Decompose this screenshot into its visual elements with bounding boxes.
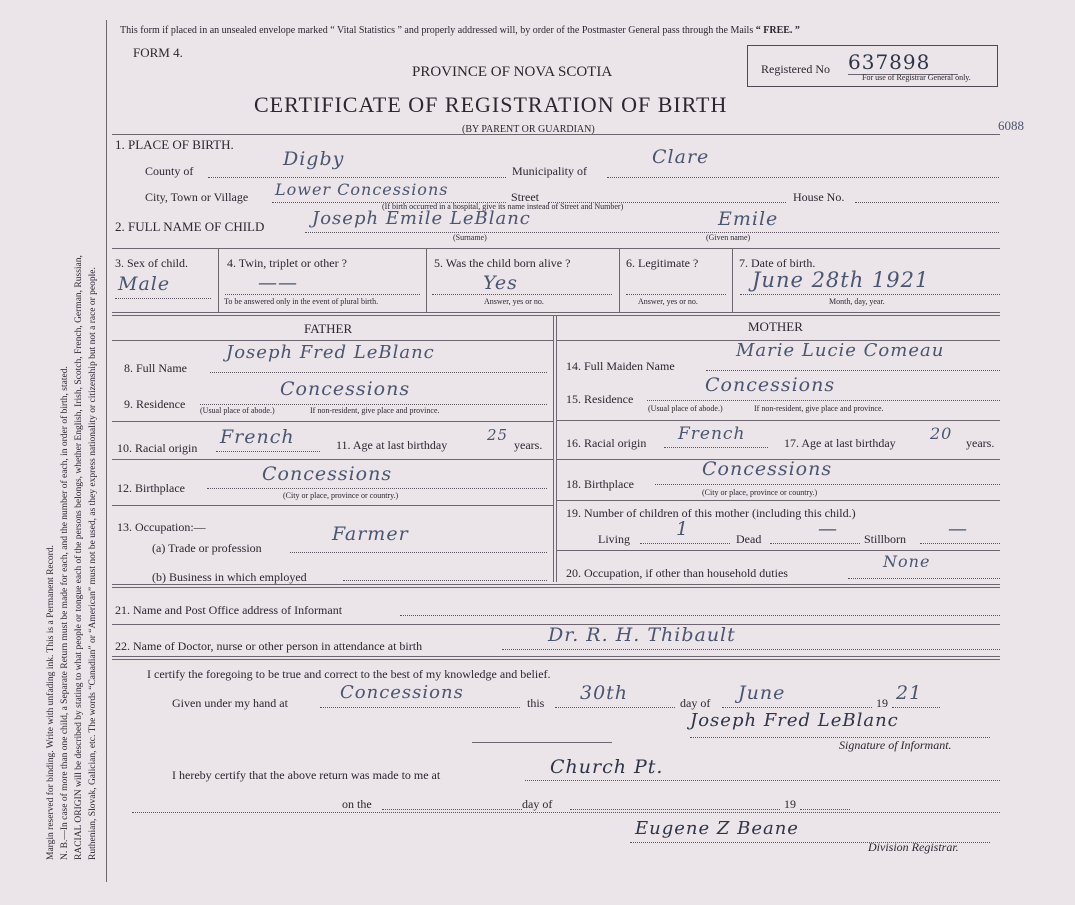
father-age-label: 11. Age at last birthday [336, 438, 448, 452]
county-label: County of [145, 164, 194, 178]
mother-age-value: 20 [930, 424, 953, 443]
legitimate-label: 6. Legitimate ? [626, 256, 699, 270]
mother-occupation-value: None [883, 552, 931, 571]
mother-name-label: 14. Full Maiden Name [566, 359, 675, 373]
informant-caption: Signature of Informant. [839, 738, 952, 752]
dead-value: — [818, 518, 838, 540]
surname-caption: (Surname) [453, 233, 487, 242]
stillborn-label: Stillborn [864, 532, 907, 546]
father-birthplace-note: (City or place, province or country.) [283, 491, 399, 500]
father-residence-label: 9. Residence [124, 397, 186, 411]
born-alive-label: 5. Was the child born alive ? [434, 256, 571, 270]
province-heading: PROVINCE OF NOVA SCOTIA [412, 64, 613, 80]
given-name-caption: (Given name) [706, 233, 751, 242]
child-surname-value: Joseph Emile LeBlanc [312, 208, 531, 229]
attendant-label: 22. Name of Doctor, nurse or other person in attendance at birth [115, 639, 423, 653]
street-label: Street [511, 190, 539, 204]
father-age-unit: years. [514, 438, 543, 452]
city-label: City, Town or Village [145, 190, 249, 204]
stillborn-value: — [948, 518, 968, 540]
given-at-label: Given under my hand at [172, 696, 288, 710]
mother-residence-value: Concessions [705, 374, 836, 396]
child-name-label: 2. FULL NAME OF CHILD [115, 219, 265, 234]
father-name-label: 8. Full Name [124, 361, 187, 375]
second-year-prefix: 19 [784, 797, 796, 811]
father-birthplace-value: Concessions [262, 463, 393, 485]
place-of-birth-label: 1. PLACE OF BIRTH. [115, 137, 234, 152]
mother-name-value: Marie Lucie Comeau [736, 340, 945, 361]
mother-residence-note-a: (Usual place of abode.) [648, 404, 723, 413]
twin-note: To be answered only in the event of plural birth. [224, 297, 379, 306]
sex-value: Male [118, 273, 171, 295]
registrar-signature: Eugene Z Beane [635, 818, 799, 839]
county-value: Digby [283, 148, 345, 170]
hereby-value: Church Pt. [550, 756, 664, 778]
mother-occupation-label: 20. Occupation, if other than household duties [566, 566, 788, 580]
municipality-label: Municipality of [512, 164, 587, 178]
father-residence-value: Concessions [280, 378, 411, 400]
margin-rule [106, 20, 107, 882]
date-of-birth-label: 7. Date of birth. [739, 256, 816, 270]
certify-statement: I certify the foregoing to be true and correct to the best of my knowledge and belief. [147, 667, 551, 681]
registered-label: Registered No [761, 62, 830, 76]
born-alive-note: Answer, yes or no. [484, 297, 544, 306]
child-given-name-value: Emile [718, 208, 779, 230]
mother-residence-note-b: If non-resident, give place and province. [754, 404, 884, 413]
margin-note-multiple-births: N. B.—In case of more than one child, a Separate Return must be made for each, and the number of each, in order of birth, stated. [60, 366, 70, 860]
given-at-value: Concessions [340, 682, 464, 703]
on-the-label: on the [342, 797, 372, 811]
mother-residence-label: 15. Residence [566, 392, 634, 406]
father-name-value: Joseph Fred LeBlanc [226, 342, 435, 363]
form-number: FORM 4. [133, 45, 183, 60]
hereby-label: I hereby certify that the above return was made to me at [172, 768, 441, 782]
father-racial-value: French [220, 426, 295, 448]
mother-racial-value: French [678, 424, 746, 444]
municipality-value: Clare [652, 146, 710, 168]
mother-children-label: 19. Number of children of this mother (including this child.) [566, 506, 856, 520]
father-trade-value: Farmer [332, 523, 409, 545]
certify-day-value: 30th [580, 682, 629, 704]
father-business-label: (b) Business in which employed [152, 570, 307, 584]
certify-year-value: 21 [896, 682, 923, 704]
mail-notice: This form if placed in an unsealed envelope marked “ Vital Statistics ” and properly addressed will, by order of the Postmaster General pass through the Mails “ FREE. ” [120, 25, 800, 36]
informant-label: 21. Name and Post Office address of Informant [115, 603, 343, 617]
twin-label: 4. Twin, triplet or other ? [227, 256, 347, 270]
dead-label: Dead [736, 532, 762, 546]
certify-month-value: June [738, 682, 786, 704]
year-prefix: 19 [876, 696, 888, 710]
father-residence-note-b: If non-resident, give place and province. [310, 406, 440, 415]
living-value: 1 [676, 518, 690, 540]
mother-age-label: 17. Age at last birthday [784, 436, 896, 450]
mother-age-unit: years. [966, 436, 995, 450]
date-of-birth-value: June 28th 1921 [752, 268, 930, 292]
father-age-value: 25 [487, 426, 509, 444]
mother-birthplace-value: Concessions [702, 458, 833, 480]
mother-birthplace-note: (City or place, province or country.) [702, 488, 818, 497]
mother-racial-label: 16. Racial origin [566, 436, 647, 450]
page-subtitle: (BY PARENT OR GUARDIAN) [462, 124, 595, 135]
mother-heading: MOTHER [748, 319, 803, 334]
date-of-birth-note: Month, day, year. [829, 297, 885, 306]
this-label: this [527, 696, 545, 710]
day-of-label: day of [680, 696, 711, 710]
registered-number: 637898 [848, 50, 931, 74]
twin-value: —— [258, 272, 298, 294]
legitimate-note: Answer, yes or no. [638, 297, 698, 306]
mother-birthplace-label: 18. Birthplace [566, 477, 634, 491]
father-trade-label: (a) Trade or profession [152, 541, 262, 555]
second-day-of-label: day of [522, 797, 553, 811]
born-alive-value: Yes [483, 272, 518, 294]
living-label: Living [598, 532, 630, 546]
hospital-note: (If birth occurred in a hospital, give its name instead of Street and Number) [382, 202, 624, 211]
margin-note-racial-origin: RACIAL ORIGIN will be described by stating to what people or tongue each of the persons belongs, whether English, Irish, Scotch, French, German, Russian, [74, 255, 84, 860]
father-residence-note-a: (Usual place of abode.) [200, 406, 275, 415]
attendant-value: Dr. R. H. Thibault [548, 624, 736, 646]
sex-label: 3. Sex of child. [115, 256, 188, 270]
corner-number: 6088 [998, 118, 1024, 133]
margin-note-binding: Margin reserved for binding. Write with unfading ink. This is a Permanent Record. [46, 545, 56, 860]
father-heading: FATHER [304, 321, 353, 336]
house-no-label: House No. [793, 190, 845, 204]
registrar-caption: Division Registrar. [868, 840, 959, 854]
margin-note-nationality: Ruthenian, Slovak, Galician, etc. The words “Canadian” or “American” must not be used, as they express nationality or citizenship but not a race or people. [88, 267, 98, 860]
registered-note: For use of Registrar General only. [862, 73, 971, 82]
informant-signature: Joseph Fred LeBlanc [690, 710, 899, 731]
father-racial-label: 10. Racial origin [117, 441, 198, 455]
page-title: CERTIFICATE OF REGISTRATION OF BIRTH [254, 92, 728, 117]
father-occupation-label: 13. Occupation:— [117, 520, 206, 534]
father-birthplace-label: 12. Birthplace [117, 481, 185, 495]
city-value: Lower Concessions [275, 180, 449, 199]
